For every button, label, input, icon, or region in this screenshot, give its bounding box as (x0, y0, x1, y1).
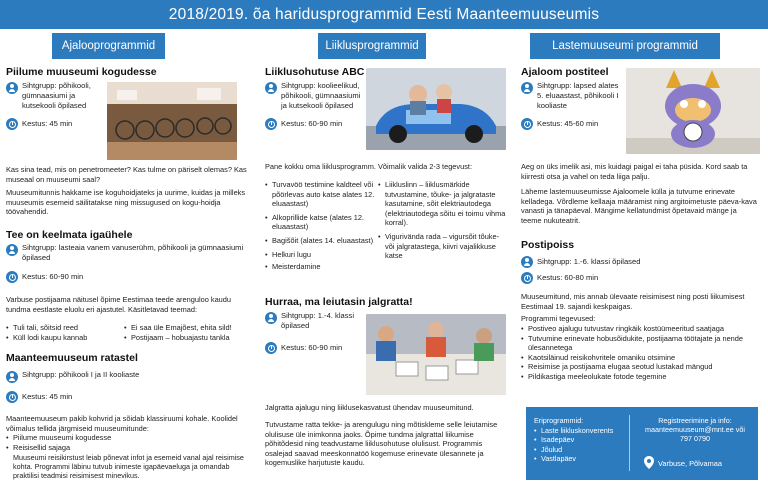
text-ratastel: Maanteemuuseum pakib kohvrid ja sõidab klassiruumi kohale. Koolidel võimalus tellida järgmiseid muuseumitunde: (6, 414, 238, 433)
page-banner: 2018/2019. õa haridusprogrammid Eesti Maanteemuuseumis (0, 0, 768, 29)
program-title-abc: Liiklusohutuse ABC (265, 66, 365, 78)
text-piilume-2: Muuseumitunnis hakkame ise koguhoidjateks ja uurime, kuidas ja milleks muuseumis esemeid säilitatakse ning missugused on kogu-hoidja töövahendid. (6, 188, 246, 217)
text-ajaloom-1: Aeg on üks imelik asi, mis kuidagi paigal ei taha püsida. Kord saab ta kiirresti otsa ja vahel on teda liiga palju. (521, 162, 748, 181)
program-title-ajaloom: Ajaloom postiteel (521, 66, 609, 78)
duration-tee: Kestus: 60-90 min (6, 270, 83, 284)
text-hurraa-2: Tutvustame ratta tekke- ja arengulugu ning mõtiskleme selle leiutamise olulisuse üle inimkonna jaoks. Õpime tundma jalgrattal liikumise põhitõdesid ning teadvustame liiklusohutuse olulisust. Programmis osalejad saavad meeskonnatöö kogemuse erinevate ülesannete ja kogemuslike harjutuste kaudu. (265, 420, 498, 468)
list-item: • Jõulud (534, 445, 626, 454)
program-title-tee: Tee on keelmata igaühele (6, 229, 133, 241)
tab-liiklusprogrammid: Liiklusprogrammid (318, 33, 426, 59)
list-item: • Meisterdamine (265, 262, 381, 272)
program-title-piilume: Piilume muuseumi kogudesse (6, 66, 157, 78)
topics-left (6, 323, 124, 342)
registration-email[interactable]: maanteemuuseum@mnt.ee või (645, 425, 745, 435)
list-item: • Reisisellid sajaga (6, 443, 247, 453)
text-abc-intro: Pane kokku oma liiklusprogramm. Võimalik valida 2-3 tegevust: (265, 162, 473, 171)
group-icon (265, 312, 277, 324)
audience-tee: Sihtgrupp: lasteaia vanem vanuserühm, põhikooli ja gümnaasiumi õpilased (6, 243, 246, 263)
list-item: • Isadepäev (534, 435, 626, 444)
location-text: Varbuse, Põlvamaa (658, 459, 722, 468)
program-title-postipoiss: Postipoiss (521, 239, 575, 251)
group-icon (521, 256, 533, 268)
list-item: • Alkoprillide katse (alates 12. eluaastast) (265, 213, 381, 232)
text-ajaloom-2: Läheme lastemuuseumisse Ajaloomele külla ja tutvume erinevate kelladega. Võrdleme kellaaja määramist ning argitoimetuste päeva-kava vanasti ja tänapäeval. Mängime kellatundmist õpetavaid mänge ja teeme nukuteatrit. (521, 187, 757, 225)
info-box (526, 407, 758, 480)
list-item: • Laste liikluskonverents (534, 426, 626, 435)
group-icon (6, 371, 18, 383)
text-ratastel-tail: Muuseumi reisikirstust leiab põnevat infot ja esemeid vanal ajal reisimise kohta. Programmi läbinu tutvub inimeste igapäevaeluga ja omandab praktilisi teadmisi reisimisest minevikus. (13, 453, 244, 481)
ratastel-list (6, 433, 247, 452)
duration-piilume: Kestus: 45 min (6, 117, 72, 131)
postipoiss-subtitle: Programmi tegevused: (521, 314, 596, 323)
list-item: • Küll lodi kaupu kannab (6, 333, 124, 343)
children-cards-photo (366, 314, 506, 395)
list-item: • Tuli tali, sõitsid reed (6, 323, 124, 333)
list-item: • Ei saa üle Emajõest, ehita sild! (124, 323, 252, 333)
special-programs-list (534, 426, 626, 463)
special-programs (534, 416, 626, 463)
ajaloom-puppet-photo (626, 68, 760, 154)
blue-car-photo (366, 68, 506, 150)
clock-icon (6, 118, 18, 130)
group-icon (6, 82, 18, 94)
text-piilume-1: Kas sina tead, mis on penetromeeter? Kas tulme on päriselt olemas? Kas museaal on muuseumi saal? (6, 165, 247, 184)
list-item: • Vastlapäev (534, 454, 626, 463)
list-item: • Helkuri lugu (265, 250, 381, 260)
duration-hurraa: Kestus: 60-90 min (265, 341, 342, 355)
registration-phone[interactable]: 797 0790 (680, 434, 710, 444)
text-postipoiss: Muuseumitund, mis annab ülevaate reisimisest ning posti liikumisest Eestimaal 19. sajandi keskpaigas. (521, 292, 745, 311)
registration-title: Registreerimine ja info: (658, 416, 732, 425)
audience-ajaloom: Sihtgrupp: lapsed alates 5. eluaastast, põhikooli I kooliaste (521, 81, 619, 111)
special-programs-title: Eriprogrammid: (534, 416, 584, 425)
list-item: • Piilume muuseumi kogudesse (6, 433, 247, 443)
list-item: • Pildikastiga meeleolukate fotode tegemine (521, 372, 761, 382)
audience-ratastel: Sihtgrupp: põhikooli I ja II kooliaste (6, 370, 139, 383)
audience-abc: Sihtgrupp: koolieelikud, põhikooli, gümnaasiumi ja kutsekooli õpilased (265, 81, 365, 111)
audience-postipoiss: Sihtgrupp: 1.-6. klassi õpilased (521, 255, 640, 268)
audience-piilume: Sihtgrupp: põhikooli, gümnaasiumi ja kutsekooli õpilased (6, 81, 106, 111)
list-item: • Bagišõit (alates 14. eluaastast) (265, 236, 381, 246)
audience-hurraa: Sihtgrupp: 1.-4. klassi õpilased (265, 311, 361, 331)
text-hurraa-1: Jalgratta ajalugu ning liiklusekasvatust ühendav muuseumitund. (265, 403, 474, 412)
museum-storage-photo (107, 82, 237, 160)
text-tee: Varbuse postijaama näitusel õpime Eestimaa teede arenguloo kaudu tundma eestlaste eluolu eri ajastutel. Käsitletavad teemad: (6, 295, 232, 314)
program-title-hurraa: Hurraa, ma leiutasin jalgratta! (265, 296, 413, 308)
group-icon (265, 82, 277, 94)
list-item: • Turvavöö testimine kaldteel või põörlevas auto katse alates 12. eluaastast) (265, 180, 381, 209)
info-divider (629, 415, 630, 471)
duration-ratastel: Kestus: 45 min (6, 390, 72, 404)
list-item: • Liikluslinn – liiklusmärkide tutvustamine, tõuke- ja jalgrataste kasutamine, sõit elektriautodega (elektriautodega sõitu ei toimu vihma korral). (378, 180, 506, 228)
registration-info (636, 416, 754, 444)
clock-icon (6, 391, 18, 403)
tab-ajalooprogrammid: Ajalooprogrammid (52, 33, 165, 59)
abc-list-left (265, 180, 381, 272)
duration-ajaloom: Kestus: 45-60 min (521, 117, 598, 131)
clock-icon (6, 271, 18, 283)
postipoiss-list (521, 324, 761, 382)
program-title-ratastel: Maanteemuuseum ratastel (6, 352, 138, 364)
list-item: • Vigurivända rada – vigursõit tõuke- või jalgratastega, kiivri vajalikkuse katse (378, 232, 506, 261)
topics-right (124, 323, 252, 342)
list-item: • Reisimise ja postijaama elugaa seotud lustakad mängud (521, 362, 761, 372)
abc-list-right (378, 180, 506, 261)
group-icon (6, 244, 18, 256)
duration-postipoiss: Kestus: 60-80 min (521, 271, 598, 285)
group-icon (521, 82, 533, 94)
duration-abc: Kestus: 60-90 min (265, 117, 342, 131)
clock-icon (265, 118, 277, 130)
list-item: • Tutvumine erinevate hobusõidukite, postijaama töötajate ja nende ülesannetega (521, 334, 761, 353)
clock-icon (521, 118, 533, 130)
clock-icon (265, 342, 277, 354)
list-item: • Postijaam – hobuajastu tankla (124, 333, 252, 343)
list-item: • Postiveo ajalugu tutvustav ringkäik kostüümeeritud saatjaga (521, 324, 761, 334)
location-pin-icon (644, 456, 654, 469)
tab-lastemuuseumi: Lastemuuseumi programmid (530, 33, 720, 59)
list-item: • Kaotsiläinud reisikohvritele omaniku otsimine (521, 353, 761, 363)
clock-icon (521, 272, 533, 284)
